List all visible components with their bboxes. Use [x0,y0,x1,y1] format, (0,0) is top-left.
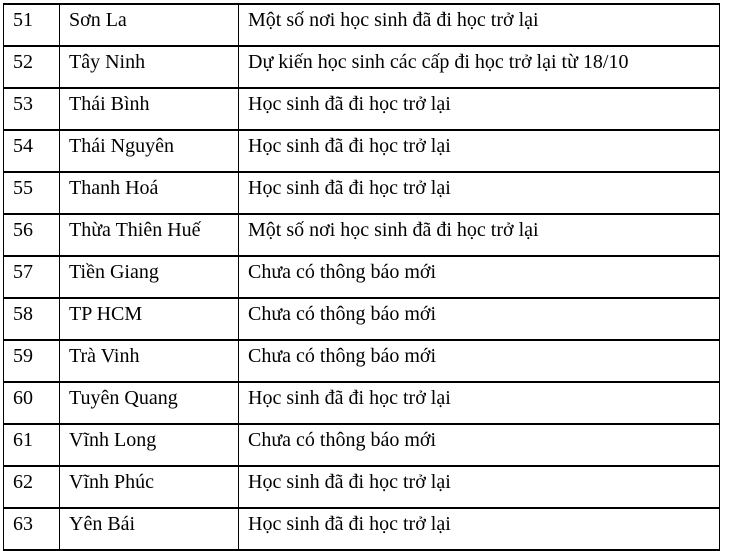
row-number-cell: 60 [4,382,60,424]
province-cell: Yên Bái [60,508,239,550]
row-number-cell: 56 [4,214,60,256]
row-number-cell: 53 [4,88,60,130]
table-row [4,130,720,172]
table-row [4,4,720,46]
status-cell: Học sinh đã đi học trở lại [239,172,720,214]
province-cell: Vĩnh Long [60,424,239,466]
status-cell: Học sinh đã đi học trở lại [239,382,720,424]
table-row [4,340,720,382]
table-row [4,256,720,298]
row-number-cell: 55 [4,172,60,214]
row-number-cell: 62 [4,466,60,508]
province-cell: Thanh Hoá [60,172,239,214]
row-number-cell: 51 [4,4,60,46]
province-cell: Tây Ninh [60,46,239,88]
province-cell: TP HCM [60,298,239,340]
status-cell: Học sinh đã đi học trở lại [239,88,720,130]
province-cell: Tuyên Quang [60,382,239,424]
table-row [4,214,720,256]
status-cell: Một số nơi học sinh đã đi học trở lại [239,4,720,46]
table-row [4,424,720,466]
table-row [4,466,720,508]
row-number-cell: 59 [4,340,60,382]
table-row [4,508,720,550]
status-cell: Dự kiến học sinh các cấp đi học trở lại từ 18/10 [239,46,720,88]
status-cell: Học sinh đã đi học trở lại [239,508,720,550]
school-reopening-status-table [3,3,720,551]
province-cell: Tiền Giang [60,256,239,298]
table-row [4,172,720,214]
row-number-cell: 61 [4,424,60,466]
status-cell: Một số nơi học sinh đã đi học trở lại [239,214,720,256]
province-cell: Vĩnh Phúc [60,466,239,508]
table-row [4,88,720,130]
table-body [4,4,720,550]
province-cell: Thái Bình [60,88,239,130]
status-cell: Chưa có thông báo mới [239,256,720,298]
table-row [4,46,720,88]
status-cell: Học sinh đã đi học trở lại [239,130,720,172]
table-row [4,382,720,424]
status-cell: Chưa có thông báo mới [239,340,720,382]
row-number-cell: 58 [4,298,60,340]
province-cell: Trà Vinh [60,340,239,382]
row-number-cell: 52 [4,46,60,88]
province-cell: Thái Nguyên [60,130,239,172]
row-number-cell: 54 [4,130,60,172]
status-cell: Học sinh đã đi học trở lại [239,466,720,508]
row-number-cell: 57 [4,256,60,298]
table-row [4,298,720,340]
province-cell: Sơn La [60,4,239,46]
row-number-cell: 63 [4,508,60,550]
status-cell: Chưa có thông báo mới [239,424,720,466]
status-cell: Chưa có thông báo mới [239,298,720,340]
province-cell: Thừa Thiên Huế [60,214,239,256]
